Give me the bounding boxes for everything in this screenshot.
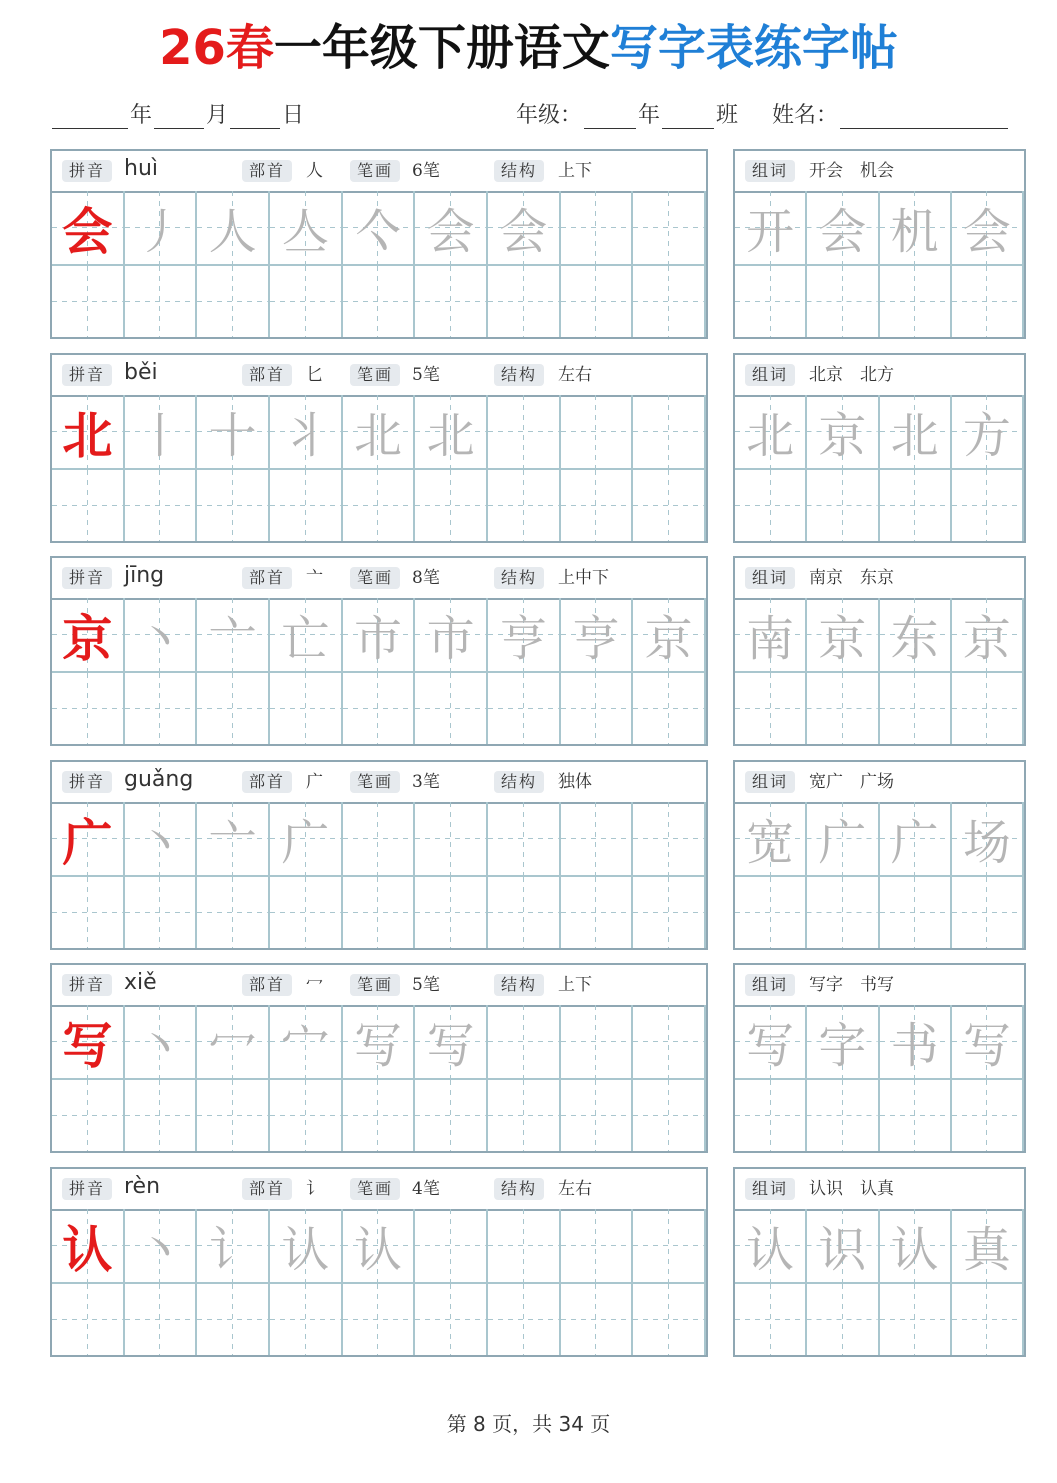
writing-grid — [52, 802, 706, 948]
writing-cell[interactable] — [561, 264, 634, 337]
writing-cell[interactable] — [52, 468, 125, 541]
writing-cell[interactable] — [880, 875, 952, 948]
stroke-order-trace[interactable]: 人 — [197, 191, 270, 264]
writing-cell[interactable] — [488, 468, 561, 541]
word-grid — [735, 1005, 1024, 1151]
writing-cell[interactable] — [880, 1282, 952, 1355]
words-value: 南京 东京 — [809, 568, 894, 588]
stroke-order-trace[interactable]: 亽 — [343, 191, 416, 264]
writing-cell[interactable] — [343, 468, 416, 541]
pinyin-tag: 拼音 — [62, 567, 112, 589]
strokes-value: 8笔 — [412, 568, 440, 588]
writing-cell[interactable] — [952, 468, 1024, 541]
model-character: 写 — [52, 1005, 125, 1078]
writing-cell[interactable] — [952, 875, 1024, 948]
pinyin-tag: 拼音 — [62, 974, 112, 996]
writing-cell[interactable] — [270, 875, 343, 948]
writing-cell[interactable] — [633, 264, 706, 337]
stroke-order-trace[interactable]: 亨 — [561, 598, 634, 671]
structure-tag: 结构 — [494, 974, 544, 996]
stroke-order-trace[interactable]: 丶 — [125, 802, 198, 875]
writing-cell[interactable] — [197, 875, 270, 948]
writing-cell[interactable] — [633, 468, 706, 541]
structure-tag: 结构 — [494, 160, 544, 182]
writing-cell[interactable] — [415, 875, 488, 948]
structure-value: 上下 — [558, 975, 592, 995]
grade-label: 年级： — [516, 103, 583, 128]
stroke-order-trace[interactable]: 宀 — [270, 1005, 343, 1078]
writing-cell[interactable] — [561, 468, 634, 541]
character-practice-panel — [50, 353, 708, 543]
word-trace-char[interactable]: 写 — [735, 1005, 807, 1078]
word-trace-char[interactable]: 宽 — [735, 802, 807, 875]
writing-cell[interactable] — [343, 1282, 416, 1355]
structure-tag: 结构 — [494, 771, 544, 793]
writing-cell[interactable] — [415, 1078, 488, 1151]
writing-cell[interactable] — [415, 264, 488, 337]
writing-cell[interactable] — [952, 1282, 1024, 1355]
stroke-order-trace[interactable]: 写 — [343, 1005, 416, 1078]
stroke-order-trace[interactable]: 丶 — [125, 1005, 198, 1078]
writing-cell[interactable] — [197, 1282, 270, 1355]
panel-header — [52, 355, 706, 397]
writing-cell[interactable] — [561, 1209, 634, 1282]
writing-cell[interactable] — [125, 1078, 198, 1151]
radical-value: 广 — [306, 772, 323, 792]
pinyin-value: jīng — [124, 563, 165, 588]
writing-cell[interactable] — [807, 1078, 879, 1151]
writing-cell[interactable] — [735, 1282, 807, 1355]
class-blank[interactable] — [662, 104, 714, 129]
writing-cell[interactable] — [633, 802, 706, 875]
word-trace-char[interactable]: 识 — [807, 1209, 879, 1282]
writing-cell[interactable] — [952, 264, 1024, 337]
words-value: 宽广 广场 — [809, 772, 894, 792]
date-fields — [52, 98, 306, 132]
writing-cell[interactable] — [633, 875, 706, 948]
writing-cell[interactable] — [270, 468, 343, 541]
pinyin-tag: 拼音 — [62, 160, 112, 182]
writing-cell[interactable] — [633, 1209, 706, 1282]
writing-cell[interactable] — [735, 264, 807, 337]
writing-cell[interactable] — [633, 191, 706, 264]
writing-grid — [52, 191, 706, 337]
writing-cell[interactable] — [807, 1282, 879, 1355]
writing-cell[interactable] — [807, 875, 879, 948]
words-value: 开会 机会 — [809, 161, 894, 181]
writing-cell[interactable] — [343, 875, 416, 948]
structure-value: 独体 — [558, 772, 592, 792]
title-suffix: 写字表练字帖 — [609, 20, 898, 76]
words-tag: 组词 — [745, 160, 795, 182]
strokes-tag: 笔画 — [350, 1178, 400, 1200]
strokes-value: 5笔 — [412, 365, 440, 385]
stroke-order-trace[interactable]: 亼 — [270, 191, 343, 264]
model-character: 广 — [52, 802, 125, 875]
stroke-order-trace[interactable]: 丶 — [125, 1209, 198, 1282]
word-trace-char[interactable]: 东 — [880, 598, 952, 671]
stroke-order-trace[interactable]: 冖 — [197, 1005, 270, 1078]
class-fields — [514, 98, 1008, 132]
writing-cell[interactable] — [807, 671, 879, 744]
writing-cell[interactable] — [561, 671, 634, 744]
stroke-order-trace[interactable]: 认 — [343, 1209, 416, 1282]
stroke-order-trace[interactable]: 市 — [415, 598, 488, 671]
word-trace-char[interactable]: 北 — [880, 395, 952, 468]
writing-cell[interactable] — [880, 671, 952, 744]
year-label: 年 — [130, 103, 153, 128]
writing-cell[interactable] — [807, 468, 879, 541]
writing-cell[interactable] — [270, 1282, 343, 1355]
stroke-order-trace[interactable]: 北 — [343, 395, 416, 468]
word-practice-panel — [733, 760, 1026, 950]
words-tag: 组词 — [745, 1178, 795, 1200]
model-character: 会 — [52, 191, 125, 264]
stroke-order-trace[interactable]: 丬 — [270, 395, 343, 468]
writing-cell[interactable] — [197, 468, 270, 541]
writing-cell[interactable] — [270, 671, 343, 744]
writing-cell[interactable] — [52, 671, 125, 744]
model-character: 北 — [52, 395, 125, 468]
writing-cell[interactable] — [633, 671, 706, 744]
words-tag: 组词 — [745, 974, 795, 996]
word-trace-char[interactable]: 广 — [880, 802, 952, 875]
panel-header — [735, 151, 1024, 193]
word-grid — [735, 598, 1024, 744]
writing-cell[interactable] — [735, 468, 807, 541]
stroke-order-trace[interactable]: 会 — [415, 191, 488, 264]
writing-cell[interactable] — [880, 264, 952, 337]
stroke-order-trace[interactable]: 写 — [415, 1005, 488, 1078]
radical-tag: 部首 — [242, 974, 292, 996]
writing-grid — [52, 1209, 706, 1355]
radical-value: 匕 — [306, 365, 323, 385]
writing-cell[interactable] — [197, 671, 270, 744]
radical-tag: 部首 — [242, 771, 292, 793]
panel-header — [735, 558, 1024, 600]
radical-value: 冖 — [306, 975, 323, 995]
word-trace-char[interactable]: 认 — [880, 1209, 952, 1282]
structure-tag: 结构 — [494, 1178, 544, 1200]
word-trace-char[interactable]: 京 — [952, 598, 1024, 671]
panel-header — [735, 762, 1024, 804]
panel-header — [735, 1169, 1024, 1211]
writing-cell[interactable] — [952, 671, 1024, 744]
stroke-order-trace[interactable]: 亠 — [197, 598, 270, 671]
writing-cell[interactable] — [270, 264, 343, 337]
writing-cell[interactable] — [880, 1078, 952, 1151]
writing-cell[interactable] — [415, 671, 488, 744]
radical-tag: 部首 — [242, 567, 292, 589]
pinyin-value: rèn — [124, 1174, 161, 1199]
radical-value: 人 — [306, 161, 323, 181]
strokes-value: 6笔 — [412, 161, 440, 181]
radical-value: 亠 — [306, 568, 323, 588]
strokes-tag: 笔画 — [350, 974, 400, 996]
panel-header — [52, 558, 706, 600]
writing-cell[interactable] — [197, 1078, 270, 1151]
word-trace-char[interactable]: 南 — [735, 598, 807, 671]
writing-cell[interactable] — [561, 802, 634, 875]
writing-cell[interactable] — [52, 875, 125, 948]
word-trace-char[interactable]: 场 — [952, 802, 1024, 875]
word-trace-char[interactable]: 写 — [952, 1005, 1024, 1078]
panel-header — [52, 1169, 706, 1211]
stroke-order-trace[interactable]: 丿 — [125, 191, 198, 264]
word-practice-panel — [733, 556, 1026, 746]
pinyin-value: guǎng — [124, 767, 194, 792]
writing-cell[interactable] — [735, 1078, 807, 1151]
writing-cell[interactable] — [52, 1078, 125, 1151]
month-label: 月 — [206, 103, 229, 128]
structure-tag: 结构 — [494, 364, 544, 386]
writing-cell[interactable] — [488, 1005, 561, 1078]
writing-cell[interactable] — [125, 1282, 198, 1355]
structure-value: 左右 — [558, 1179, 592, 1199]
word-grid — [735, 395, 1024, 541]
structure-value: 上中下 — [558, 568, 609, 588]
strokes-tag: 笔画 — [350, 771, 400, 793]
writing-cell[interactable] — [125, 671, 198, 744]
character-practice-panel — [50, 556, 708, 746]
writing-cell[interactable] — [561, 395, 634, 468]
word-grid — [735, 802, 1024, 948]
writing-cell[interactable] — [488, 395, 561, 468]
panel-header — [735, 965, 1024, 1007]
radical-value: 讠 — [306, 1179, 323, 1199]
writing-cell[interactable] — [952, 1078, 1024, 1151]
grade-unit: 年 — [638, 103, 661, 128]
writing-cell[interactable] — [633, 1078, 706, 1151]
day-blank[interactable] — [230, 104, 280, 129]
word-trace-char[interactable]: 认 — [735, 1209, 807, 1282]
pinyin-tag: 拼音 — [62, 364, 112, 386]
word-practice-panel — [733, 353, 1026, 543]
pinyin-tag: 拼音 — [62, 1178, 112, 1200]
strokes-tag: 笔画 — [350, 364, 400, 386]
writing-cell[interactable] — [197, 264, 270, 337]
writing-cell[interactable] — [561, 1282, 634, 1355]
word-trace-char[interactable]: 北 — [735, 395, 807, 468]
words-value: 写字 书写 — [809, 975, 894, 995]
word-trace-char[interactable]: 会 — [952, 191, 1024, 264]
radical-tag: 部首 — [242, 1178, 292, 1200]
stroke-order-trace[interactable]: 市 — [343, 598, 416, 671]
writing-cell[interactable] — [488, 802, 561, 875]
writing-cell[interactable] — [807, 264, 879, 337]
model-character: 京 — [52, 598, 125, 671]
writing-cell[interactable] — [343, 1078, 416, 1151]
writing-cell[interactable] — [561, 1078, 634, 1151]
writing-cell[interactable] — [415, 1282, 488, 1355]
writing-cell[interactable] — [633, 1282, 706, 1355]
writing-cell[interactable] — [343, 802, 416, 875]
words-tag: 组词 — [745, 567, 795, 589]
word-practice-panel — [733, 963, 1026, 1153]
page-number: 第 8 页，共 34 页 — [446, 1412, 611, 1436]
character-practice-panel — [50, 149, 708, 339]
stroke-order-trace[interactable]: 亠 — [197, 802, 270, 875]
word-practice-panel — [733, 1167, 1026, 1357]
word-trace-char[interactable]: 京 — [807, 395, 879, 468]
word-trace-char[interactable]: 广 — [807, 802, 879, 875]
radical-tag: 部首 — [242, 364, 292, 386]
page-title — [0, 18, 1057, 78]
stroke-order-trace[interactable]: 亡 — [270, 598, 343, 671]
title-prefix: 26春 — [159, 20, 274, 76]
word-trace-char[interactable]: 机 — [880, 191, 952, 264]
radical-tag: 部首 — [242, 160, 292, 182]
words-tag: 组词 — [745, 771, 795, 793]
writing-cell[interactable] — [343, 671, 416, 744]
word-trace-char[interactable]: 开 — [735, 191, 807, 264]
model-character: 认 — [52, 1209, 125, 1282]
word-trace-char[interactable]: 真 — [952, 1209, 1024, 1282]
writing-cell[interactable] — [561, 875, 634, 948]
title-middle: 一年级下册语文 — [273, 20, 610, 76]
writing-cell[interactable] — [125, 468, 198, 541]
writing-cell[interactable] — [488, 671, 561, 744]
panel-header — [52, 762, 706, 804]
structure-value: 上下 — [558, 161, 592, 181]
structure-tag: 结构 — [494, 567, 544, 589]
strokes-value: 3笔 — [412, 772, 440, 792]
grade-blank[interactable] — [584, 104, 636, 129]
writing-cell[interactable] — [343, 264, 416, 337]
writing-cell[interactable] — [52, 1282, 125, 1355]
writing-cell[interactable] — [415, 468, 488, 541]
word-practice-panel — [733, 149, 1026, 339]
word-trace-char[interactable]: 京 — [807, 598, 879, 671]
panel-header — [52, 965, 706, 1007]
day-label: 日 — [282, 103, 305, 128]
writing-cell[interactable] — [735, 671, 807, 744]
writing-cell[interactable] — [561, 1005, 634, 1078]
writing-cell[interactable] — [488, 1209, 561, 1282]
year-blank[interactable] — [52, 104, 128, 129]
stroke-order-trace[interactable]: 亨 — [488, 598, 561, 671]
stroke-order-trace[interactable]: 丶 — [125, 598, 198, 671]
name-label: 姓名： — [772, 103, 839, 128]
pinyin-value: běi — [124, 360, 158, 385]
writing-grid — [52, 598, 706, 744]
word-trace-char[interactable]: 字 — [807, 1005, 879, 1078]
words-tag: 组词 — [745, 364, 795, 386]
panel-header — [52, 151, 706, 193]
words-value: 北京 北方 — [809, 365, 894, 385]
panel-header — [735, 355, 1024, 397]
writing-cell[interactable] — [415, 1209, 488, 1282]
writing-cell[interactable] — [488, 1282, 561, 1355]
writing-cell[interactable] — [488, 1078, 561, 1151]
words-value: 认识 认真 — [809, 1179, 894, 1199]
character-practice-panel — [50, 963, 708, 1153]
character-practice-panel — [50, 760, 708, 950]
pinyin-value: xiě — [124, 970, 157, 995]
stroke-order-trace[interactable]: 北 — [415, 395, 488, 468]
writing-cell[interactable] — [633, 395, 706, 468]
writing-grid — [52, 1005, 706, 1151]
strokes-value: 5笔 — [412, 975, 440, 995]
writing-grid — [52, 395, 706, 541]
stroke-order-trace[interactable]: 丨 — [125, 395, 198, 468]
word-trace-char[interactable]: 书 — [880, 1005, 952, 1078]
writing-cell[interactable] — [270, 1078, 343, 1151]
word-trace-char[interactable]: 会 — [807, 191, 879, 264]
class-unit: 班 — [716, 103, 739, 128]
stroke-order-trace[interactable]: 广 — [270, 802, 343, 875]
pinyin-tag: 拼音 — [62, 771, 112, 793]
word-grid — [735, 191, 1024, 337]
writing-cell[interactable] — [52, 264, 125, 337]
stroke-order-trace[interactable]: 讠 — [197, 1209, 270, 1282]
stroke-order-trace[interactable]: 会 — [488, 191, 561, 264]
word-grid — [735, 1209, 1024, 1355]
writing-cell[interactable] — [488, 875, 561, 948]
writing-cell[interactable] — [488, 264, 561, 337]
writing-cell[interactable] — [561, 191, 634, 264]
pinyin-value: huì — [124, 156, 158, 181]
writing-cell[interactable] — [415, 802, 488, 875]
stroke-order-trace[interactable]: 十 — [197, 395, 270, 468]
structure-value: 左右 — [558, 365, 592, 385]
character-practice-panel — [50, 1167, 708, 1357]
writing-cell[interactable] — [125, 875, 198, 948]
strokes-value: 4笔 — [412, 1179, 440, 1199]
stroke-order-trace[interactable]: 认 — [270, 1209, 343, 1282]
writing-cell[interactable] — [880, 468, 952, 541]
writing-cell[interactable] — [125, 264, 198, 337]
word-trace-char[interactable]: 方 — [952, 395, 1024, 468]
strokes-tag: 笔画 — [350, 567, 400, 589]
stroke-order-trace[interactable]: 京 — [633, 598, 706, 671]
strokes-tag: 笔画 — [350, 160, 400, 182]
name-blank[interactable] — [840, 104, 1008, 129]
writing-cell[interactable] — [633, 1005, 706, 1078]
writing-cell[interactable] — [735, 875, 807, 948]
month-blank[interactable] — [154, 104, 204, 129]
